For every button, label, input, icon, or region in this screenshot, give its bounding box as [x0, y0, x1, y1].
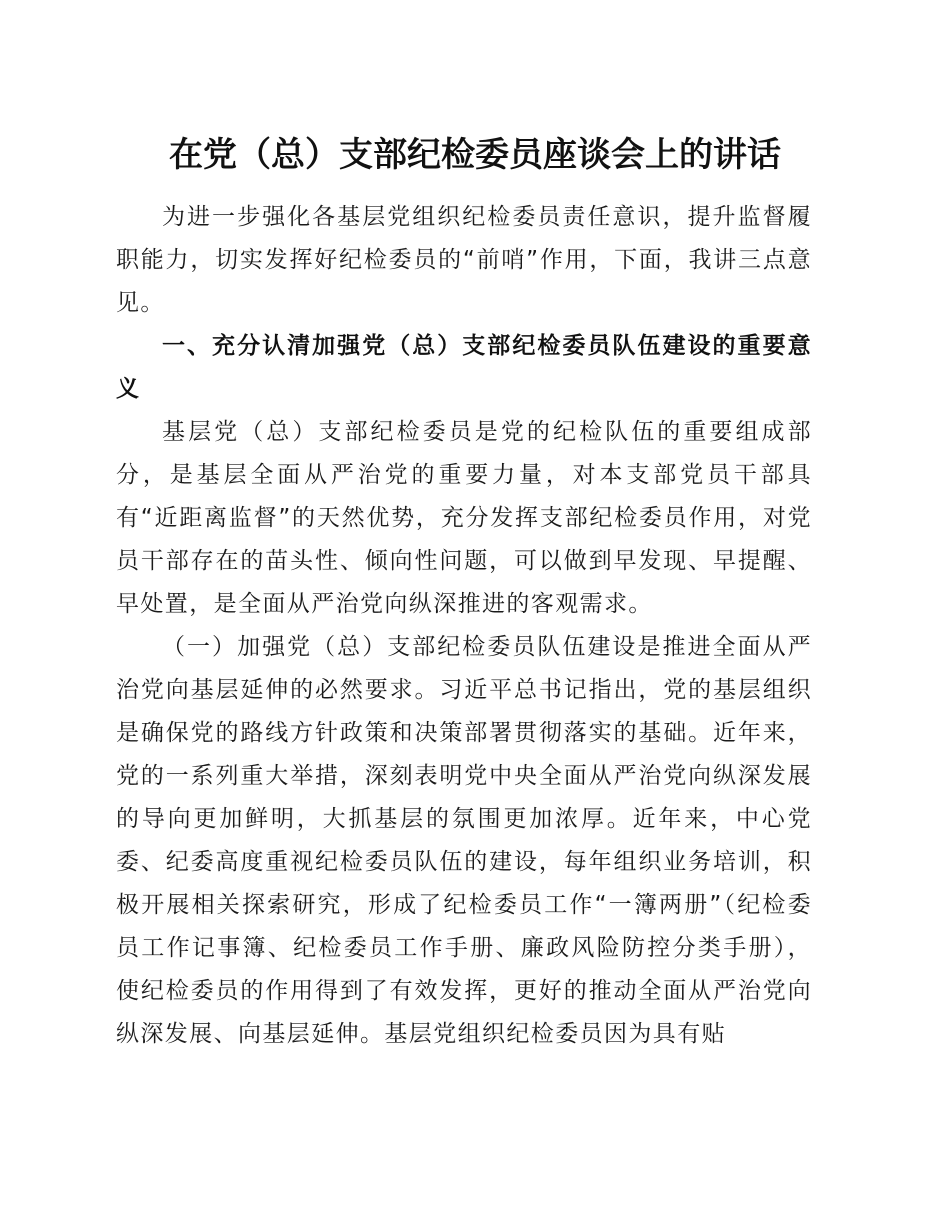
- body-paragraph: 基层党（总）支部纪检委员是党的纪检队伍的重要组成部分，是基层全面从严治党的重要力量，对本支部党员干部具有“近距离监督”的天然优势，充分发挥支部纪检委员作用，对党员干部存在的苗头性、倾向性问题，可以做到早发现、早提醒、早处置，是全面从严治党向纵深推进的客观需求。: [116, 419, 812, 617]
- intro-paragraph: 为进一步强化各基层党组织纪检委员责任意识，提升监督履职能力，切实发挥好纪检委员的“前哨”作用，下面，我讲三点意见。: [116, 204, 812, 316]
- subsection-paragraph: （一）加强党（总）支部纪检委员队伍建设是推进全面从严治党向基层延伸的必然要求。习近平总书记指出，党的基层组织是确保党的路线方针政策和决策部署贯彻落实的基础。近年来，党的一系列重大举措，深刻表明党中央全面从严治党向纵深发展的导向更加鲜明，大抓基层的氛围更加浓厚。近年来，中心党委、纪委高度重视纪检委员队伍的建设，每年组织业务培训，积极开展相关探索研究，形成了纪检委员工作“一簿两册”（纪检委员工作记事簿、纪检委员工作手册、廉政风险防控分类手册），使纪检委员的作用得到了有效发挥，更好的推动全面从严治党向纵深发展、向基层延伸。基层党组织纪检委员因为具有贴: [116, 634, 812, 1047]
- document-body: [116, 196, 812, 1056]
- document-title: 在党（总）支部纪检委员座谈会上的讲话: [169, 135, 781, 175]
- section-heading: 一、充分认清加强党（总）支部纪检委员队伍建设的重要意义: [116, 333, 812, 402]
